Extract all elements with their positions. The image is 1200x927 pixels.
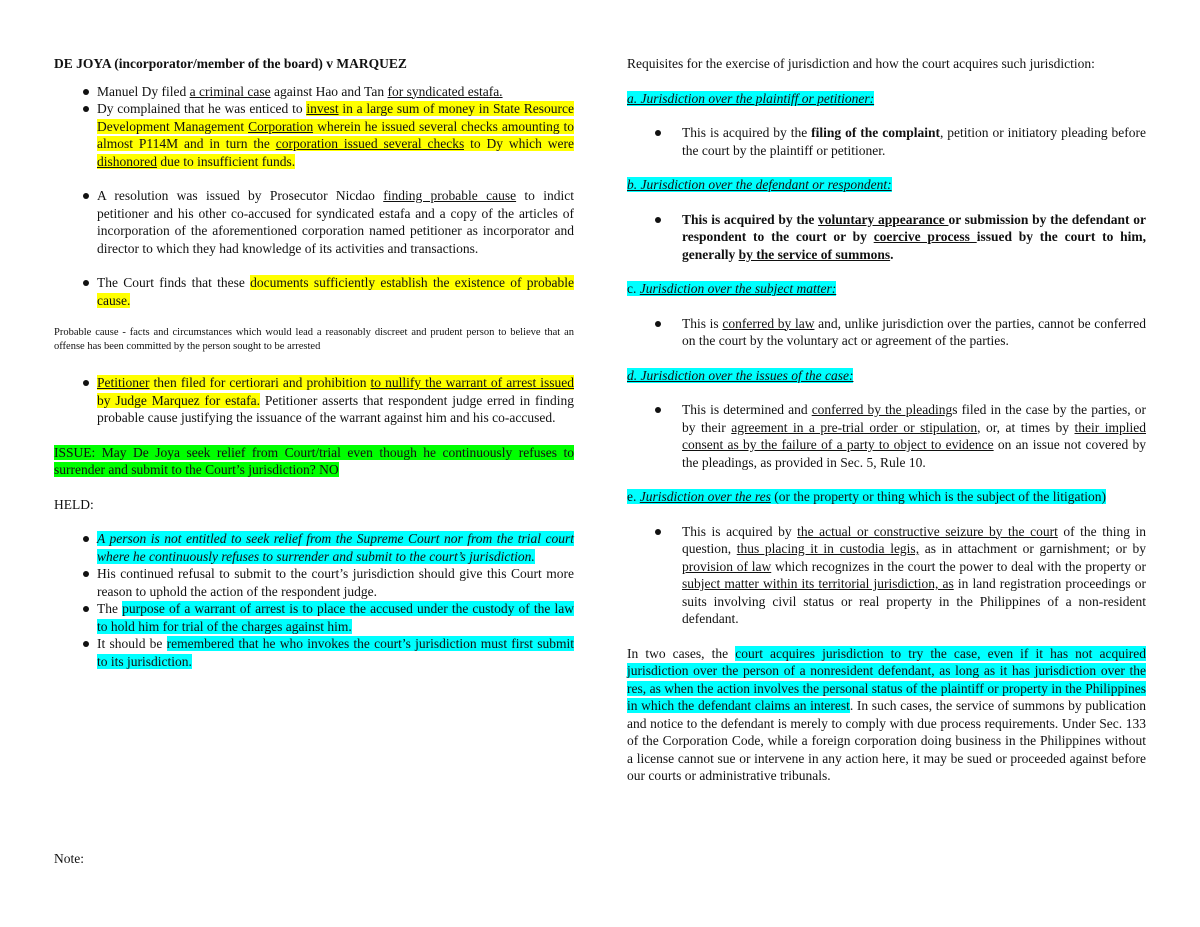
highlight-cyan: a. Jurisdiction over the plaintiff or petitioner:	[627, 90, 875, 106]
text: which recognizes in the court the power to deal with the property or	[771, 558, 1146, 574]
held-item-2	[97, 565, 574, 600]
highlight-green: ISSUE: May De Joya seek relief from Court/trial even though he continuously refuses to surrender and submit to the Court’s jurisdiction? NO	[54, 444, 574, 477]
highlight-yellow: to nullify the warrant of arrest issued	[370, 375, 574, 390]
text: A resolution was issued by Prosecutor Nicdao	[97, 188, 384, 203]
underlined-text: thus placing it in custodia legis,	[736, 541, 920, 556]
underlined-text: the actual or constructive seizure by the court	[797, 523, 1058, 539]
fact-item-5	[97, 374, 574, 427]
held-item-4	[97, 635, 574, 670]
highlight-yellow: by Judge Marquez for estafa.	[97, 392, 260, 408]
text: .	[890, 246, 894, 262]
issue-paragraph	[54, 444, 574, 479]
item-a	[682, 124, 1146, 159]
text: to indict petitioner and his other co-accused for syndicated estafa and a copy of the articles of incorporation of the aforementioned corporation named petitioner as incorporator and director to which they had knowledge of its activities and transactions.	[97, 188, 574, 256]
highlight-yellow: Corporation	[248, 118, 314, 134]
highlight-cyan: purpose of a warrant of arrest is to place the accused under the custody of the law to hold him for trial of the charges against him.	[97, 601, 574, 634]
underlined-text: their implied consent as by the failure of a party to object to evidence	[682, 419, 1147, 452]
underlined-text: a criminal case	[189, 83, 271, 99]
list-d	[627, 401, 1146, 471]
text: e.	[627, 489, 640, 504]
underlined-text: by the service of summons	[738, 246, 891, 262]
text: This is acquired by the	[682, 211, 819, 227]
text: The Court finds that these	[97, 275, 251, 290]
highlight-cyan	[627, 281, 836, 296]
text: . In such cases, the service of summons by publication and notice to the defendant is merely to comply with due process requirements. Under Sec. 133 of the Corporation Code, while a foreign corporation doing business in the Philippines without a license cannot sue or intervene in any action here, it may be sued or proceeded against before our courts or administrative tribunals.	[627, 698, 1146, 783]
item-d	[682, 401, 1146, 471]
list-a	[627, 124, 1146, 159]
underlined-text: conferred by law	[722, 315, 815, 331]
fact-item-4	[97, 274, 574, 309]
highlight-cyan: d. Jurisdiction over the issues of the case:	[627, 367, 854, 383]
underlined-text: Jurisdiction over the res	[639, 489, 771, 504]
highlight-yellow: then filed for certiorari and prohibition	[149, 375, 371, 390]
facts-list-2	[54, 187, 574, 257]
case-title: DE JOYA (incorporator/member of the board) v MARQUEZ	[54, 56, 407, 71]
highlight-yellow: due to insufficient funds.	[157, 153, 296, 169]
probable-cause-definition: Probable cause - facts and circumstances which would lead a reasonably discreet and prudent person to believe that an offense has been committed by the person sought to be arrested	[54, 327, 574, 352]
facts-list-3	[54, 274, 574, 309]
highlight-cyan: A person is not entitled to seek relief from the Supreme Court nor from the trial court where he continuously refuses to surrender and submit to the court’s jurisdiction.	[97, 531, 574, 564]
underlined-text: for syndicated estafa.	[387, 83, 503, 99]
heading-d	[627, 367, 1146, 385]
bold-text: filing of the complaint	[811, 125, 940, 140]
highlight-yellow: dishonored	[97, 153, 157, 169]
underlined-text: voluntary appearance	[818, 211, 949, 227]
text: This is determined and	[682, 402, 812, 417]
text: Manuel Dy filed	[97, 83, 190, 99]
highlight-cyan: b. Jurisdiction over the defendant or respondent:	[627, 177, 892, 192]
underlined-text: conferred by the pleading	[811, 402, 953, 417]
highlight-cyan: court acquires jurisdiction to try the case, even if it has not acquired jurisdiction over the person of a nonresident defendant, as long as it has jurisdiction over the res, as when the action involves the personal status of the plaintiff or property in the Philippines in which the defendant claims an interest	[627, 645, 1146, 713]
text: or submission by the defendant or respondent to the court or by	[682, 211, 1146, 244]
text: c.	[627, 281, 640, 296]
held-heading: HELD:	[54, 496, 94, 512]
fact-item-3	[97, 187, 574, 257]
text: In two cases, the	[627, 645, 736, 661]
item-c	[682, 315, 1146, 350]
highlight-yellow: wherein he issued several checks amounting to almost P114M and in turn the	[97, 118, 574, 151]
underlined-text: provision of law	[682, 558, 772, 574]
text: against Hao and Tan	[270, 83, 388, 99]
text: This is	[682, 315, 723, 331]
heading-b	[627, 176, 1146, 194]
held-list	[54, 530, 574, 670]
text: Petitioner asserts that respondent judge erred in finding probable cause justifying the issuance of the warrant against him and his co-accused.	[97, 392, 574, 425]
list-b	[627, 211, 1146, 264]
held-item-3	[97, 600, 574, 635]
facts-list-1	[54, 83, 574, 171]
highlight-yellow: in a large sum of money in State Resource Development Management	[97, 101, 574, 134]
item-b	[682, 211, 1146, 264]
highlight-cyan	[627, 489, 1106, 504]
heading-a	[627, 90, 1146, 108]
underlined-text: Jurisdiction over the subject matter:	[639, 281, 837, 296]
text: and, unlike jurisdiction over the parties, cannot be conferred on the court by the voluntary act or agreement of the parties.	[682, 315, 1146, 348]
text: in land registration proceedings or suits involving civil status or real property in the Philippines of a non-resident defendant.	[682, 576, 1146, 626]
text: This is acquired by the	[682, 125, 812, 140]
text: (or the property or thing which is the subject of the litigation)	[770, 489, 1107, 504]
held-item-1	[97, 530, 574, 565]
heading-c	[627, 280, 1146, 298]
text: , petition or initiatory pleading before the court by the plaintiff or petitioner.	[682, 125, 1146, 158]
text: issued by the court to him, generally	[682, 229, 1147, 262]
underlined-text: subject matter within its territorial jurisdiction, as	[682, 576, 954, 591]
text: His continued refusal to submit to the court’s jurisdiction should give this Court more reason to uphold the action of the respondent judge.	[97, 566, 574, 599]
final-paragraph	[627, 645, 1146, 785]
underlined-text: finding probable cause	[383, 188, 517, 203]
text: It should be	[97, 636, 167, 651]
highlight-yellow: corporation issued several checks	[275, 136, 465, 151]
highlight-yellow: documents sufficiently establish the existence of probable cause.	[97, 275, 574, 308]
requisites-intro: Requisites for the exercise of jurisdiction and how the court acquires such jurisdiction:	[627, 56, 1095, 71]
text: as in attachment or garnishment; or by	[919, 541, 1146, 556]
note-label: Note:	[54, 851, 84, 866]
highlight-cyan: remembered that he who invokes the court’s jurisdiction must first submit to its jurisdiction.	[97, 636, 574, 669]
right-column	[627, 55, 1146, 785]
text: or, at times by	[980, 419, 1075, 435]
highlight-yellow: invest	[306, 101, 339, 116]
text: Dy complained that he was enticed to	[97, 101, 307, 116]
list-e	[627, 523, 1146, 628]
text: on an issue not covered by the pleadings, as provided in Sec. 5, Rule 10.	[682, 437, 1146, 470]
highlight-yellow: Petitioner	[97, 375, 150, 390]
fact-item-1	[97, 83, 574, 101]
text: s filed in the case by the parties, or by their	[682, 402, 1146, 435]
facts-list-4	[54, 374, 574, 427]
fact-item-2	[97, 100, 574, 170]
underlined-text: agreement in a pre-trial order or stipulation,	[731, 419, 981, 435]
text: The	[97, 601, 123, 616]
text: of the thing in question,	[682, 523, 1146, 556]
item-e	[682, 523, 1146, 628]
underlined-text: coercive process	[873, 229, 977, 244]
text: This is acquired by	[682, 523, 798, 539]
heading-e	[627, 488, 1146, 506]
highlight-yellow: to Dy which were	[464, 136, 574, 151]
list-c	[627, 315, 1146, 350]
left-column	[54, 55, 574, 670]
